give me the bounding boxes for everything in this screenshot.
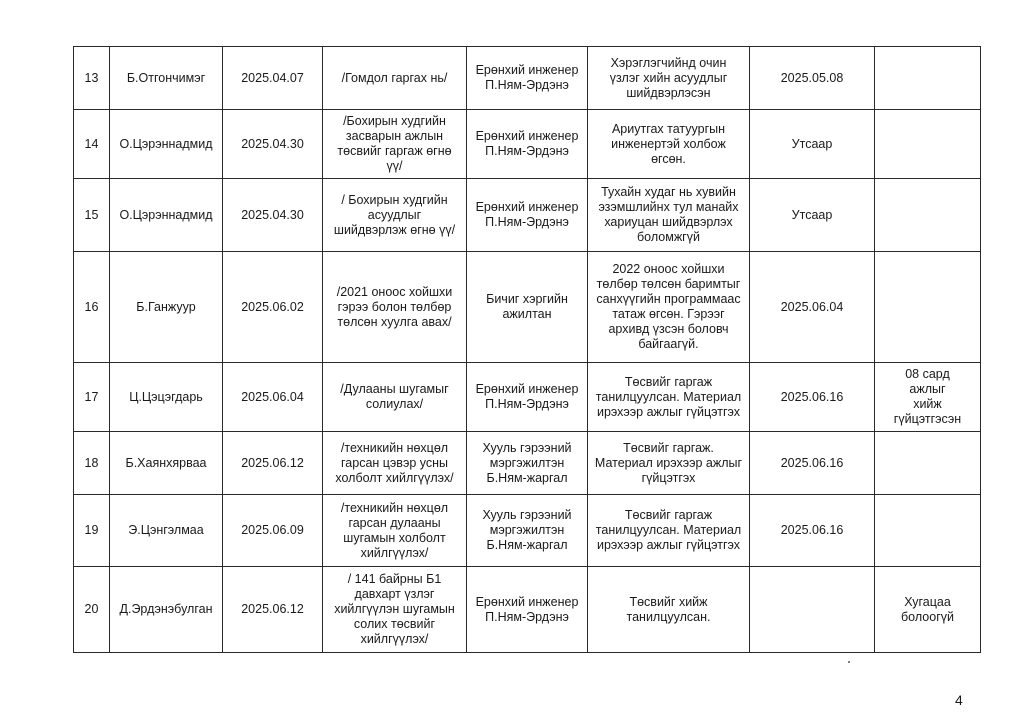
cell-text: 2025.06.12 <box>241 455 304 470</box>
cell-note <box>875 567 981 653</box>
cell-line: /2021 оноос хойшхи <box>336 284 453 299</box>
cell-text: 2025.04.30 <box>241 207 304 222</box>
responsible-person-lines <box>469 63 585 93</box>
cell-text: Б.Отгончимэг <box>126 70 206 85</box>
cell-request-content <box>323 110 467 179</box>
cell-text: Утсаар <box>791 136 833 151</box>
cell-line: / 141 байрны Б1 <box>347 572 442 586</box>
request-content-lines <box>325 501 464 561</box>
cell-text: 2025.04.07 <box>241 70 304 85</box>
cell-citizen-name <box>110 252 223 363</box>
cell-line: үү/ <box>386 159 403 173</box>
cell-line: Төсвийг гаргаж. <box>623 440 714 455</box>
cell-line: Ерөнхий инженер <box>475 129 579 143</box>
cell-line: Б.Ням-жаргал <box>486 538 568 552</box>
cell-line: Хэрэглэгчийнд очин <box>610 55 727 70</box>
responsible-person-lines <box>469 508 585 553</box>
cell-number <box>74 495 110 567</box>
cell-line: төлсөн хуулга авах/ <box>337 314 452 329</box>
cell-line: санхүүгийн программаас <box>596 292 741 306</box>
cell-line: үзлэг хийн асуудлыг <box>609 70 728 85</box>
cell-text: 2025.06.02 <box>241 299 304 314</box>
cell-line: Ерөнхий инженер <box>475 594 579 609</box>
cell-line: төсвийг гаргаж өгнө <box>337 144 452 158</box>
cell-line: боломжгүй <box>637 230 700 244</box>
cell-line: шугамын холболт <box>343 530 446 545</box>
cell-text: 2025.05.08 <box>780 70 844 85</box>
cell-line: эзэмшлийнх тул манайх <box>598 200 739 214</box>
cell-line: /Бохирын худгийн <box>343 114 446 128</box>
cell-responsible-person <box>467 252 588 363</box>
cell-request-date <box>223 110 323 179</box>
cell-note <box>875 47 981 110</box>
cell-resolution-date <box>750 567 875 653</box>
cell-line: танилцуулсан. Материал <box>595 389 742 404</box>
cell-text: Ц.Цэцэгдарь <box>129 389 203 404</box>
cell-line: засварын ажлын <box>345 129 444 143</box>
page-number: 4 <box>955 692 963 708</box>
cell-request-content <box>323 179 467 252</box>
cell-citizen-name <box>110 110 223 179</box>
cell-text: Э.Цэнгэлмаа <box>128 523 204 537</box>
cell-text: 18 <box>84 455 99 470</box>
cell-note <box>875 179 981 252</box>
table-row <box>74 179 981 252</box>
cell-number <box>74 363 110 432</box>
cell-line: ирэхээр ажлыг гүйцэтгэх <box>596 404 741 419</box>
action-taken-lines <box>590 122 747 167</box>
cell-line: инженертэй холбож <box>611 136 726 151</box>
cell-line: татаж өгсөн. Гэрээг <box>612 307 725 321</box>
cell-line: мэргэжилтэн <box>489 455 565 470</box>
cell-text: 2025.06.16 <box>780 523 844 537</box>
cell-request-date <box>223 47 323 110</box>
responsible-person-lines <box>469 292 585 322</box>
cell-text: 20 <box>84 602 99 616</box>
responsible-person-lines <box>469 200 585 230</box>
cell-request-date <box>223 495 323 567</box>
cell-text: О.Цэрэннадмид <box>119 207 213 222</box>
cell-text: Д.Эрдэнэбулган <box>119 602 213 616</box>
cell-number <box>74 432 110 495</box>
cell-resolution-date <box>750 47 875 110</box>
cell-responsible-person <box>467 495 588 567</box>
cell-text: 2025.06.09 <box>241 523 304 537</box>
cell-line: Хууль гэрээний <box>482 440 572 455</box>
request-content-lines <box>325 572 464 647</box>
cell-resolution-date <box>750 179 875 252</box>
cell-action-taken <box>588 363 750 432</box>
cell-line: 2022 оноос хойшхи <box>612 262 725 276</box>
cell-line: Бичиг хэргийн <box>486 292 568 306</box>
cell-citizen-name <box>110 47 223 110</box>
table-row <box>74 432 981 495</box>
cell-text: 13 <box>84 70 99 85</box>
cell-line: мэргэжилтэн <box>489 523 565 537</box>
cell-line: болоогүй <box>901 609 954 624</box>
cell-action-taken <box>588 495 750 567</box>
cell-line: Ерөнхий инженер <box>475 200 579 214</box>
responsible-person-lines <box>469 129 585 159</box>
cell-note <box>875 495 981 567</box>
action-taken-lines <box>590 595 747 625</box>
cell-note <box>875 252 981 363</box>
cell-line: Төсвийг гаргаж <box>624 508 713 522</box>
cell-number <box>74 567 110 653</box>
cell-line: холболт хийлгүүлэх/ <box>335 470 454 485</box>
cell-citizen-name <box>110 495 223 567</box>
cell-resolution-date <box>750 110 875 179</box>
cell-note <box>875 110 981 179</box>
request-content-lines <box>325 71 464 86</box>
table-row <box>74 110 981 179</box>
cell-action-taken <box>588 252 750 363</box>
cell-action-taken <box>588 179 750 252</box>
cell-line: Ерөнхий инженер <box>475 63 579 77</box>
cell-line: П.Ням-Эрдэнэ <box>485 609 569 624</box>
cell-line: 08 сард <box>905 367 950 381</box>
cell-line: солих төсвийг <box>353 617 436 631</box>
cell-line: П.Ням-Эрдэнэ <box>485 144 569 158</box>
cell-line: өгсөн. <box>651 151 686 166</box>
cell-line: П.Ням-Эрдэнэ <box>485 215 569 229</box>
cell-line: Ерөнхий инженер <box>475 382 579 396</box>
cell-text: 2025.06.16 <box>780 455 844 470</box>
request-content-lines <box>325 285 464 330</box>
cell-text: Утсаар <box>791 207 833 222</box>
cell-request-content <box>323 47 467 110</box>
cell-line: Төсвийг гаргаж <box>624 374 713 389</box>
cell-number <box>74 47 110 110</box>
cell-line: Тухайн худаг нь хувийн <box>601 185 736 199</box>
cell-line: Материал ирэхээр ажлыг <box>594 455 743 470</box>
cell-line: төлбөр төлсөн баримтыг <box>596 277 741 291</box>
cell-line: архивд үзсэн боловч <box>608 322 729 336</box>
cell-request-content <box>323 432 467 495</box>
cell-request-content <box>323 495 467 567</box>
cell-text: 2025.04.30 <box>241 136 304 151</box>
table-row <box>74 495 981 567</box>
table-row <box>74 252 981 363</box>
cell-line: Хугацаа <box>904 594 951 609</box>
cell-line: хийлгүүлэн шугамын <box>334 602 455 616</box>
cell-text: 2025.06.04 <box>241 389 304 404</box>
action-taken-lines <box>590 185 747 245</box>
request-content-lines <box>325 193 464 238</box>
note-lines <box>877 367 978 427</box>
cell-request-content <box>323 363 467 432</box>
cell-resolution-date <box>750 252 875 363</box>
cell-request-content <box>323 567 467 653</box>
cell-line: шийдвэрлэж өгнө үү/ <box>333 222 456 237</box>
cell-text: 2025.06.04 <box>780 299 844 314</box>
cell-responsible-person <box>467 47 588 110</box>
request-content-lines <box>325 114 464 174</box>
responsible-person-lines <box>469 382 585 412</box>
cell-line: гүйцэтгэсэн <box>893 412 962 426</box>
cell-resolution-date <box>750 363 875 432</box>
cell-text: Б.Ганжуур <box>136 299 196 314</box>
cell-text: 16 <box>84 299 99 314</box>
cell-responsible-person <box>467 179 588 252</box>
action-taken-lines <box>590 508 747 553</box>
cell-number <box>74 179 110 252</box>
cell-resolution-date <box>750 432 875 495</box>
cell-text: 14 <box>84 136 99 151</box>
cell-citizen-name <box>110 567 223 653</box>
table-row <box>74 567 981 653</box>
cell-line: гэрээ болон төлбөр <box>337 299 452 314</box>
table-body <box>74 47 981 653</box>
cell-line: шийдвэрлэсэн <box>626 85 711 100</box>
cell-line: гүйцэтгэх <box>641 470 696 485</box>
cell-responsible-person <box>467 363 588 432</box>
cell-line: гарсан цэвэр усны <box>341 455 448 470</box>
cell-action-taken <box>588 432 750 495</box>
cell-text: 2025.06.12 <box>241 602 304 616</box>
cell-action-taken <box>588 110 750 179</box>
cell-line: асуудлыг <box>367 207 422 222</box>
cell-line: Б.Ням-жаргал <box>486 470 568 485</box>
cell-line: Ариутгах татуургын <box>611 121 726 136</box>
note-lines <box>877 595 978 625</box>
cell-resolution-date <box>750 495 875 567</box>
cell-citizen-name <box>110 363 223 432</box>
cell-text: 15 <box>84 207 99 222</box>
cell-note <box>875 432 981 495</box>
cell-line: ирэхээр ажлыг гүйцэтгэх <box>596 538 741 552</box>
responsible-person-lines <box>469 441 585 486</box>
cell-line: хийж <box>913 397 942 411</box>
cell-number <box>74 110 110 179</box>
cell-responsible-person <box>467 110 588 179</box>
cell-line: танилцуулсан. Материал <box>595 523 742 537</box>
cell-text: О.Цэрэннадмид <box>119 136 213 151</box>
cell-line: солиулах/ <box>365 397 424 411</box>
cell-line: ажлыг <box>909 382 946 396</box>
cell-line: / Бохирын худгийн <box>341 192 448 207</box>
cell-request-date <box>223 252 323 363</box>
cell-line: хариуцан шийдвэрлэх <box>604 215 733 229</box>
cell-line: /техникийн нөхцөл <box>340 500 449 515</box>
cell-line: гарсан дулааны <box>348 515 441 530</box>
cell-request-date <box>223 179 323 252</box>
cell-line: /Дулааны шугамыг <box>340 382 449 396</box>
cell-number <box>74 252 110 363</box>
action-taken-lines <box>590 441 747 486</box>
table-row <box>74 363 981 432</box>
action-taken-lines <box>590 375 747 420</box>
action-taken-lines <box>590 262 747 352</box>
cell-line: давхарт үзлэг <box>354 587 435 601</box>
cell-text: Б.Хаянхярваа <box>125 455 207 470</box>
cell-line: Хууль гэрээний <box>482 508 572 522</box>
cell-request-date <box>223 432 323 495</box>
cell-text: 19 <box>84 523 99 537</box>
cell-citizen-name <box>110 179 223 252</box>
cell-line: /Гомдол гаргах нь/ <box>341 70 448 85</box>
cell-line: П.Ням-Эрдэнэ <box>485 397 569 411</box>
cell-line: Төсвийг хийж <box>629 594 708 609</box>
responsible-person-lines <box>469 595 585 625</box>
cell-line: хийлгүүлэх/ <box>360 545 429 560</box>
cell-citizen-name <box>110 432 223 495</box>
table-row <box>74 47 981 110</box>
cell-line: ажилтан <box>502 307 552 321</box>
cell-line: хийлгүүлэх/ <box>360 632 429 646</box>
cell-text: 2025.06.16 <box>780 389 844 404</box>
cell-text: 17 <box>84 389 99 404</box>
cell-line: танилцуулсан. <box>626 609 711 624</box>
cell-note <box>875 363 981 432</box>
cell-responsible-person <box>467 567 588 653</box>
cell-request-date <box>223 363 323 432</box>
scan-speck <box>848 661 850 663</box>
cell-request-date <box>223 567 323 653</box>
request-content-lines <box>325 441 464 486</box>
action-taken-lines <box>590 56 747 101</box>
request-content-lines <box>325 382 464 412</box>
cell-action-taken <box>588 567 750 653</box>
cell-responsible-person <box>467 432 588 495</box>
cell-line: П.Ням-Эрдэнэ <box>485 78 569 92</box>
cell-request-content <box>323 252 467 363</box>
cell-line: байгаагүй. <box>638 337 699 351</box>
complaints-table <box>73 46 981 653</box>
cell-line: /техникийн нөхцөл <box>340 440 449 455</box>
cell-action-taken <box>588 47 750 110</box>
